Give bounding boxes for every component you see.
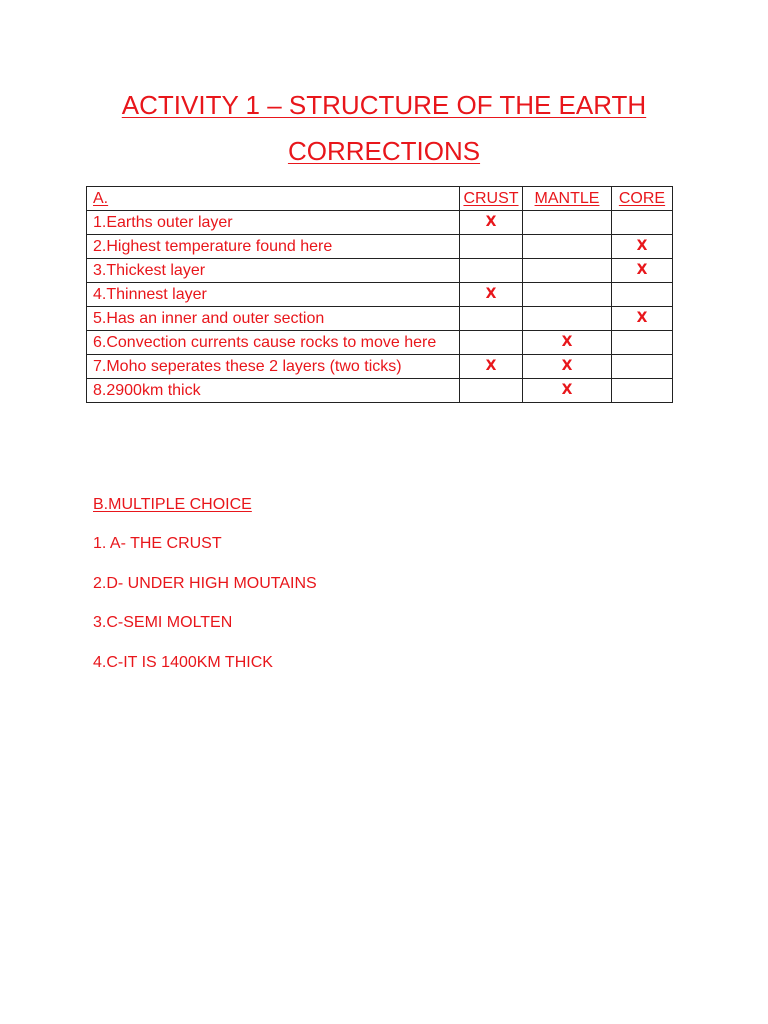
mantle-mark <box>523 283 612 307</box>
core-mark: X <box>612 307 673 331</box>
multiple-choice-answer: 1. A- THE CRUST <box>93 535 222 552</box>
crust-mark: X <box>460 355 523 379</box>
question-cell: 1.Earths outer layer <box>87 211 460 235</box>
mantle-mark <box>523 307 612 331</box>
question-cell: 7.Moho seperates these 2 layers (two ticks) <box>87 355 460 379</box>
question-cell: 3.Thickest layer <box>87 259 460 283</box>
table-row <box>87 283 673 307</box>
table-row <box>87 235 673 259</box>
mantle-mark: X <box>523 331 612 355</box>
multiple-choice-answer: 2.D- UNDER HIGH MOUTAINS <box>93 575 317 592</box>
crust-mark <box>460 379 523 403</box>
core-mark <box>612 211 673 235</box>
core-mark <box>612 355 673 379</box>
crust-mark <box>460 259 523 283</box>
header-core: CORE <box>612 187 673 211</box>
page-title: ACTIVITY 1 – STRUCTURE OF THE EARTH <box>121 90 647 120</box>
core-mark <box>612 283 673 307</box>
question-cell: 4.Thinnest layer <box>87 283 460 307</box>
multiple-choice-heading: B.MULTIPLE CHOICE <box>93 496 252 513</box>
mantle-mark <box>523 211 612 235</box>
table-header-row <box>87 187 673 211</box>
table-row <box>87 379 673 403</box>
core-mark: X <box>612 235 673 259</box>
header-crust: CRUST <box>460 187 523 211</box>
multiple-choice-answer: 3.C-SEMI MOLTEN <box>93 614 233 631</box>
table-row <box>87 211 673 235</box>
crust-mark: X <box>460 283 523 307</box>
core-mark <box>612 379 673 403</box>
crust-mark: X <box>460 211 523 235</box>
header-mantle: MANTLE <box>523 187 612 211</box>
table-row <box>87 307 673 331</box>
table-row <box>87 259 673 283</box>
question-cell: 2.Highest temperature found here <box>87 235 460 259</box>
answers-table <box>86 186 673 403</box>
mantle-mark <box>523 259 612 283</box>
core-mark <box>612 331 673 355</box>
table-row <box>87 331 673 355</box>
page-subtitle: CORRECTIONS <box>287 136 481 166</box>
multiple-choice-answer: 4.C-IT IS 1400KM THICK <box>93 654 273 671</box>
table-row <box>87 355 673 379</box>
mantle-mark: X <box>523 379 612 403</box>
mantle-mark: X <box>523 355 612 379</box>
header-section-a: A. <box>87 187 460 211</box>
crust-mark <box>460 235 523 259</box>
question-cell: 5.Has an inner and outer section <box>87 307 460 331</box>
question-cell: 6.Convection currents cause rocks to move here <box>87 331 460 355</box>
question-cell: 8.2900km thick <box>87 379 460 403</box>
core-mark: X <box>612 259 673 283</box>
crust-mark <box>460 331 523 355</box>
mantle-mark <box>523 235 612 259</box>
crust-mark <box>460 307 523 331</box>
